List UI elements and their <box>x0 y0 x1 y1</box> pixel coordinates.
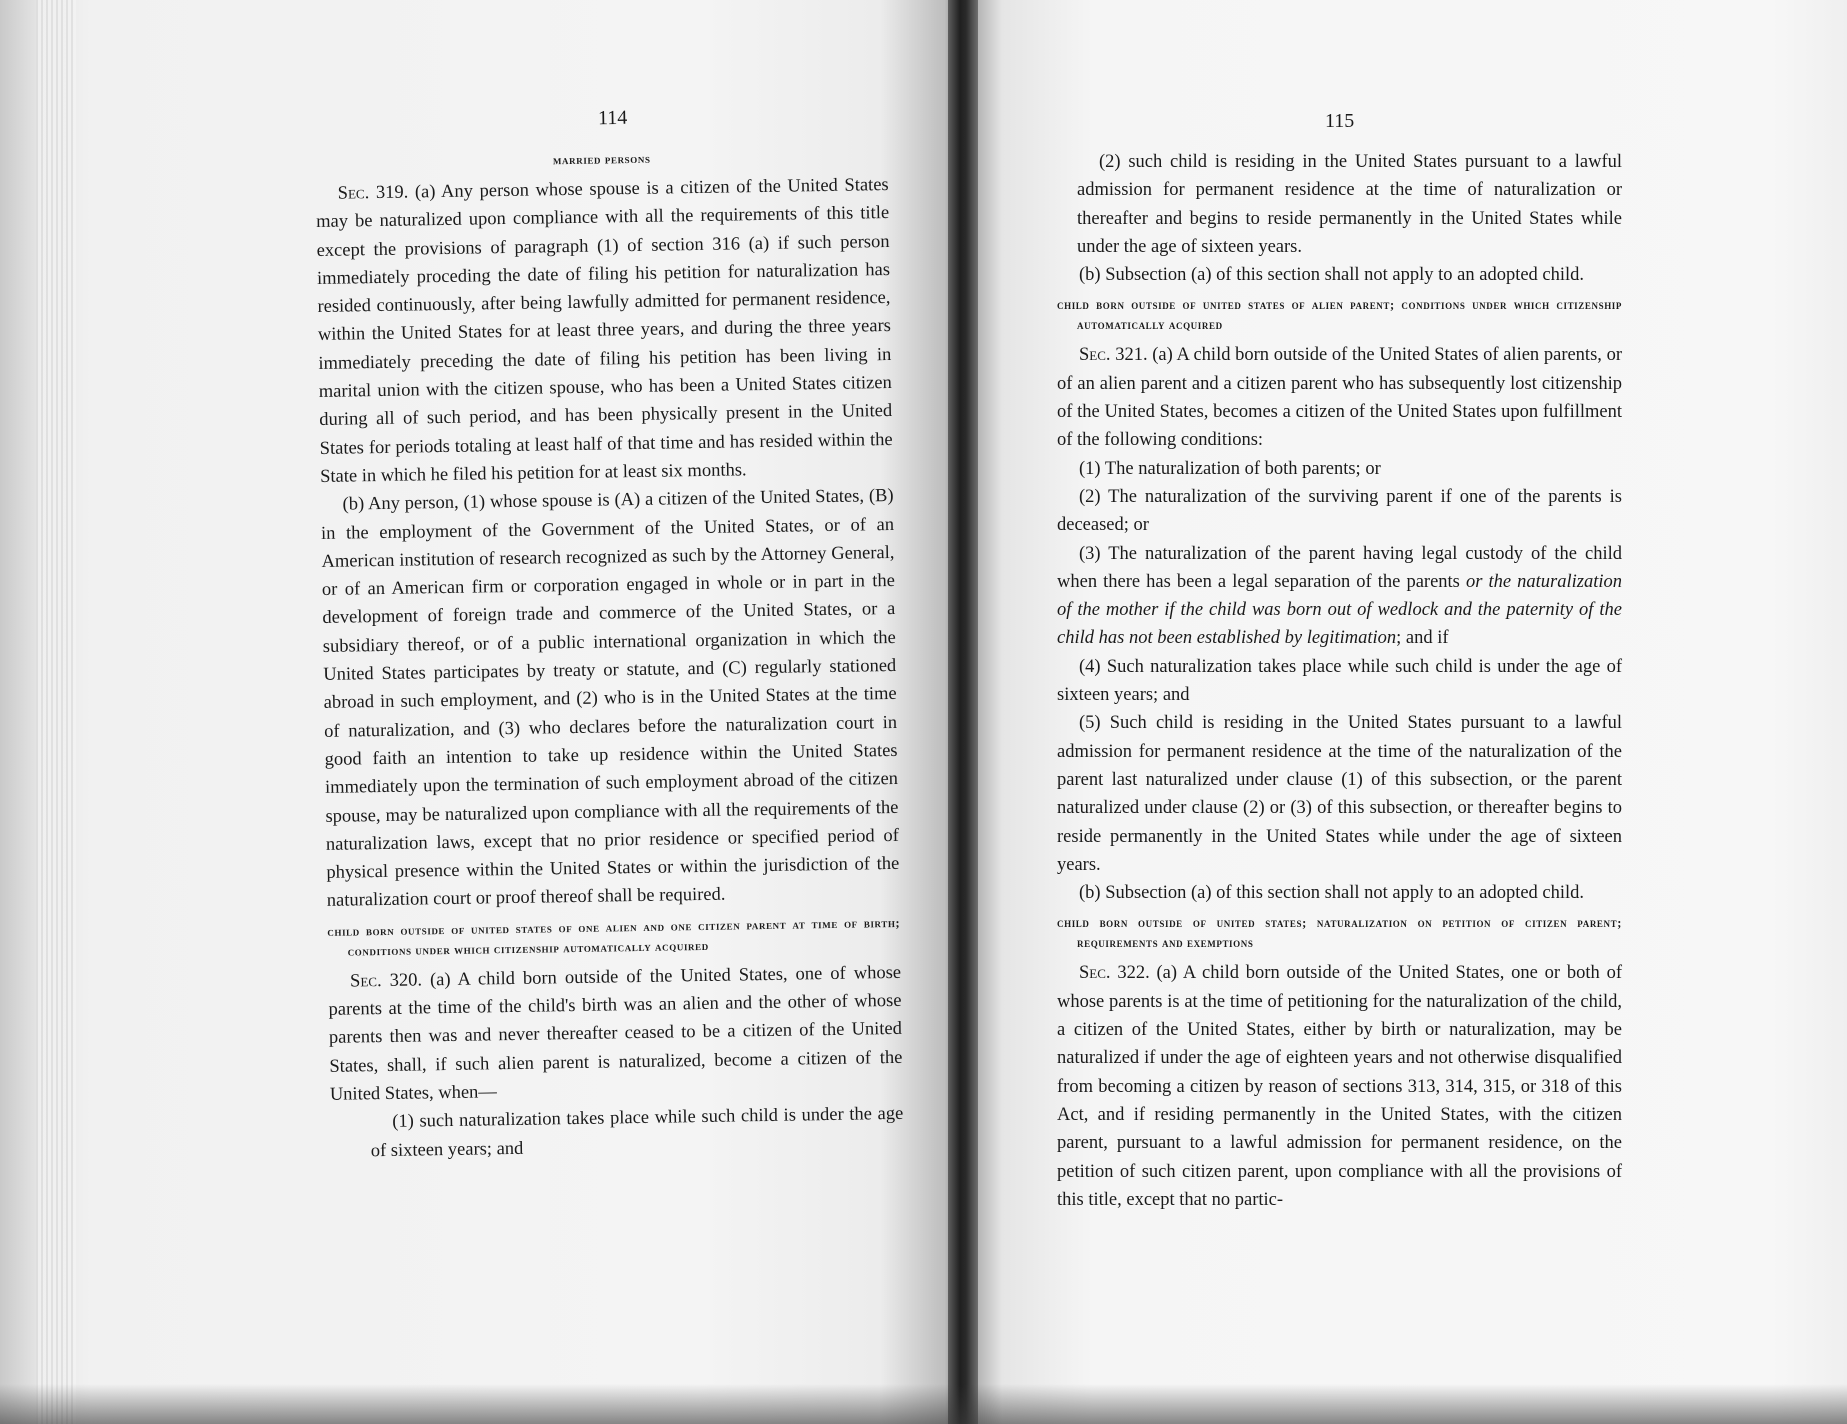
sec-319-a <box>316 171 894 491</box>
sec-label: Sec. <box>1079 345 1111 366</box>
sec-321-clause-5: (5) Such child is residing in the United States pursuant to a lawful admission for permanent residence at the time of the naturalization of the parent last naturalized under clause (1) of this subsection, or the parent naturalized under clause (2) or (3) of this subsection, or thereafter begins to reside permanently in the United States while under the age of sixteen years. <box>1057 713 1622 875</box>
page-number-left: 114 <box>597 106 628 130</box>
book-gutter <box>948 0 978 1424</box>
page-edge-stack <box>36 0 76 1424</box>
left-page-text <box>315 139 904 1166</box>
clause-3-amendment-italic: or the naturalization of the mother if the child was born out of wedlock and the paternity of the child has not been established by legitimation <box>1057 571 1622 649</box>
right-page-text <box>1057 148 1622 1214</box>
sec-label: Sec. <box>349 970 382 992</box>
sec-322-a <box>1057 959 1622 1214</box>
sec-320-clause-1: (1) such naturalization takes place while such child is under the age of sixteen years; and <box>370 1104 904 1161</box>
sec-319-a-text: 319. (a) Any person whose spouse is a citizen of the United States may be naturalized upon compliance with all the requirements of this title except the provisions of paragraph (1) of section 316 (a) if such person immediately proceding the date of filing his petition for naturalization has resided continuously, after being lawfully admitted for permanent residence, within the United States for at least three years, and during the three years immediately preceding the date of filing his petition has been living in marital union with the citizen spouse, who has been a United States citizen during all of such period, and has been physically present in the United States for periods totaling at least half of that time and has resided within the State in which he filed his petition for at least six months. <box>316 174 893 487</box>
sec-320-clause-2: (2) such child is residing in the United States pursuant to a lawful admission for permanent residence at the time of naturalization or thereafter and begins to reside permanently in the United States while under the age of sixteen years. <box>1077 152 1622 257</box>
sec-322-a-text: 322. (a) A child born outside of the United States, one or both of whose parents is at the time of petitioning for the naturalization of the child, a citizen of the United States, either by birth or naturalization, may be naturalized if under the age of eighteen years and not otherwise disqualified from becoming a citizen by reason of sections 313, 314, 315, or 318 of this Act, and if residing permanently in the United States, with the citizen parent, pursuant to a lawful admission for permanent residence, on the petition of such citizen parent, upon compliance with all the provisions of this title, except that no partic- <box>1057 963 1622 1210</box>
sec-320-a-text: 320. (a) A child born outside of the United States, one of whose parents at the time of the child's birth was an alien and the other of whose parents then was and never thereafter ceased to be a citizen of the United States, shall, if such alien parent is naturalized, become a citizen of the United States, when— <box>328 962 903 1105</box>
sec-321-clause-3 <box>1057 540 1622 653</box>
sec-label: Sec. <box>337 183 370 204</box>
clause-3-end: ; and if <box>1396 628 1449 649</box>
sec-321-clause-2: (2) The naturalization of the surviving parent if one of the parents is deceased; or <box>1057 486 1622 536</box>
page-number-right: 115 <box>1325 110 1355 132</box>
sec-321-a-text: 321. (a) A child born outside of the United States of alien parents, or of an alien parent and a citizen parent who has subsequently lost citizenship of the United States, becomes a citizen of the United States upon fulfillment of the following conditions: <box>1057 345 1622 451</box>
section-heading-married-persons: married persons <box>552 151 651 168</box>
sec-320-b: (b) Subsection (a) of this section shall not apply to an adopted child. <box>1079 265 1585 286</box>
sec-319-b: (b) Any person, (1) whose spouse is (A) a citizen of the United States, (B) in the employment of the Government of the United States, or of an American institution of research recognized as such by the Attorney General, or of an American firm or corporation engaged in whole or in part in the development of foreign trade and commerce of the United States, or a subsidiary thereof, or of a public international organization in which the United States participates by treaty or statute, and (C) regularly stationed abroad in such employment, and (2) who is in the United States at the time of naturalization, and (3) who declares before the naturalization court in good faith an intention to take up residence within the United States immediately upon the termination of such employment abroad of the citizen spouse, may be naturalized upon compliance with all the requirements of the naturalization laws, except that no prior residence or specified period of physical presence within the United States or within the jurisdiction of the naturalization court or proof thereof shall be required. <box>320 486 900 912</box>
section-heading-321: child born outside of united states of alien parent; conditions under which citizenship automatically acquired <box>1057 298 1622 333</box>
sec-321-clause-1: (1) The naturalization of both parents; or <box>1079 458 1381 479</box>
sec-321-a <box>1057 341 1622 454</box>
sec-321-clause-4: (4) Such naturalization takes place while such child is under the age of sixteen years; and <box>1057 656 1622 706</box>
section-heading-322: child born outside of united states; naturalization on petition of citizen parent; requirements and exemptions <box>1057 916 1622 951</box>
clause-3-text: (3) The naturalization of the parent having legal custody of the child when there has been a legal separation of the parents <box>1057 543 1622 592</box>
bottom-shadow <box>0 1384 1847 1424</box>
section-heading-320: child born outside of united states of one alien and one citizen parent at time of birth; conditions under which citizenship automatically acquired <box>327 915 901 959</box>
sec-label: Sec. <box>1079 963 1111 984</box>
sec-320-a <box>328 959 903 1109</box>
sec-321-b: (b) Subsection (a) of this section shall not apply to an adopted child. <box>1079 883 1585 904</box>
